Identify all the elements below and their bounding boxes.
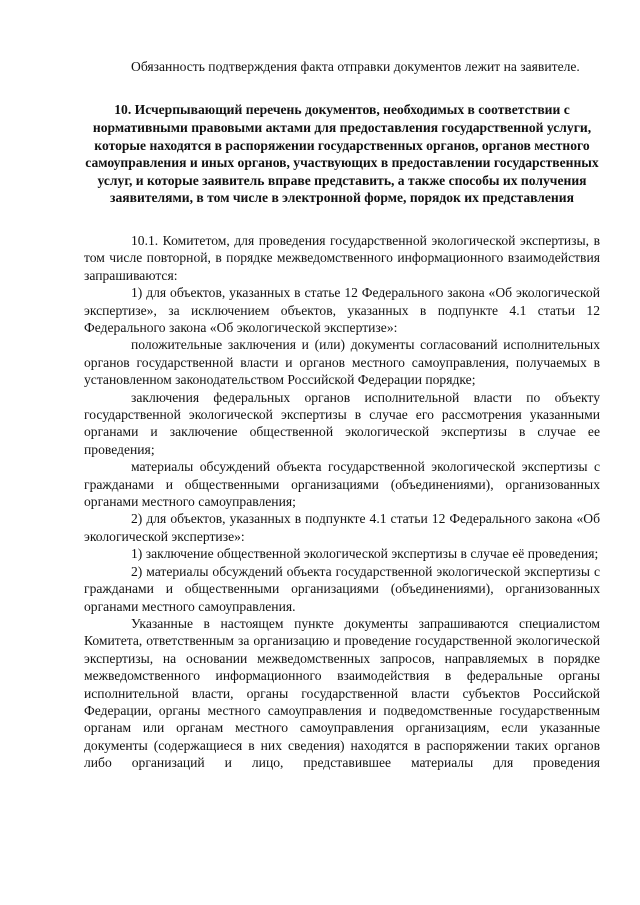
document-page [84, 58, 600, 772]
paragraph-subitem-2: 2) материалы обсуждений объекта государственной экологической экспертизы с гражданами и общественными организациями (объединениями), организованных органами местного самоуправления. [84, 563, 600, 614]
paragraph-item-2: 2) для объектов, указанных в подпункте 4.1 статьи 12 Федерального закона «Об экологической экспертизе»: [84, 511, 600, 544]
paragraph-federal-conclusions: заключения федеральных органов исполнительной власти по объекту государственной экологической экспертизы в случае его рассмотрения указанными органами и заключение общественной экологической экспертизы в случае ее проведения; [84, 389, 600, 457]
paragraph-item-1: 1) для объектов, указанных в статье 12 Федерального закона «Об экологической экспертизе», за исключением объектов, указанных в подпункте 4.1 статьи 12 Федерального закона «Об экологической экспертизе»: [84, 285, 600, 335]
paragraph-positive-conclusions: положительные заключения и (или) документы согласований исполнительных органов государственной власти и органов местного самоуправления, получаемых в установленном законодательством Российской Федерации порядке; [84, 337, 600, 388]
paragraph-10-1: 10.1. Комитетом, для проведения государственной экологической экспертизы, в том числе повторной, в порядке межведомственного информационного взаимодействия запрашиваются: [84, 232, 600, 283]
intro-paragraph: Обязанность подтверждения факта отправки документов лежит на заявителе. [131, 59, 580, 74]
paragraph-requests: Указанные в настоящем пункте документы запрашиваются специалистом Комитета, ответственным за организацию и проведение государственной экологической экспертизы, на основании межведомственных запросов, направляемых в порядке межведомственного информационного взаимодействия в федеральные органы исполнительной власти, органы государственной власти субъектов Российской Федерации, органы местного самоуправления и подведомственные государственным органам или органам местного самоуправления организациям, если указанные документы (содержащиеся в них сведения) находятся в распоряжении таких органов либо организаций и лицо, представившее материалы для проведения [84, 615, 600, 771]
paragraph-subitem-1: 1) заключение общественной экологической экспертизы в случае её проведения; [131, 546, 599, 562]
paragraph-discussion-materials: материалы обсуждений объекта государственной экологической экспертизы с гражданами и общественными организациями (объединениями), организованных органами местного самоуправления; [84, 459, 600, 510]
section-heading: 10. Исчерпывающий перечень документов, необходимых в соответствии с нормативными правовыми актами для предоставления государственной услуги, которые находятся в распоряжении государственных органов, органов местного самоуправления и иных органов, участвующих в предоставлении государственных услуг, и которые заявитель вправе представить, а также способы их получения заявителями, в том числе в электронной форме, порядок их представления [85, 102, 599, 206]
